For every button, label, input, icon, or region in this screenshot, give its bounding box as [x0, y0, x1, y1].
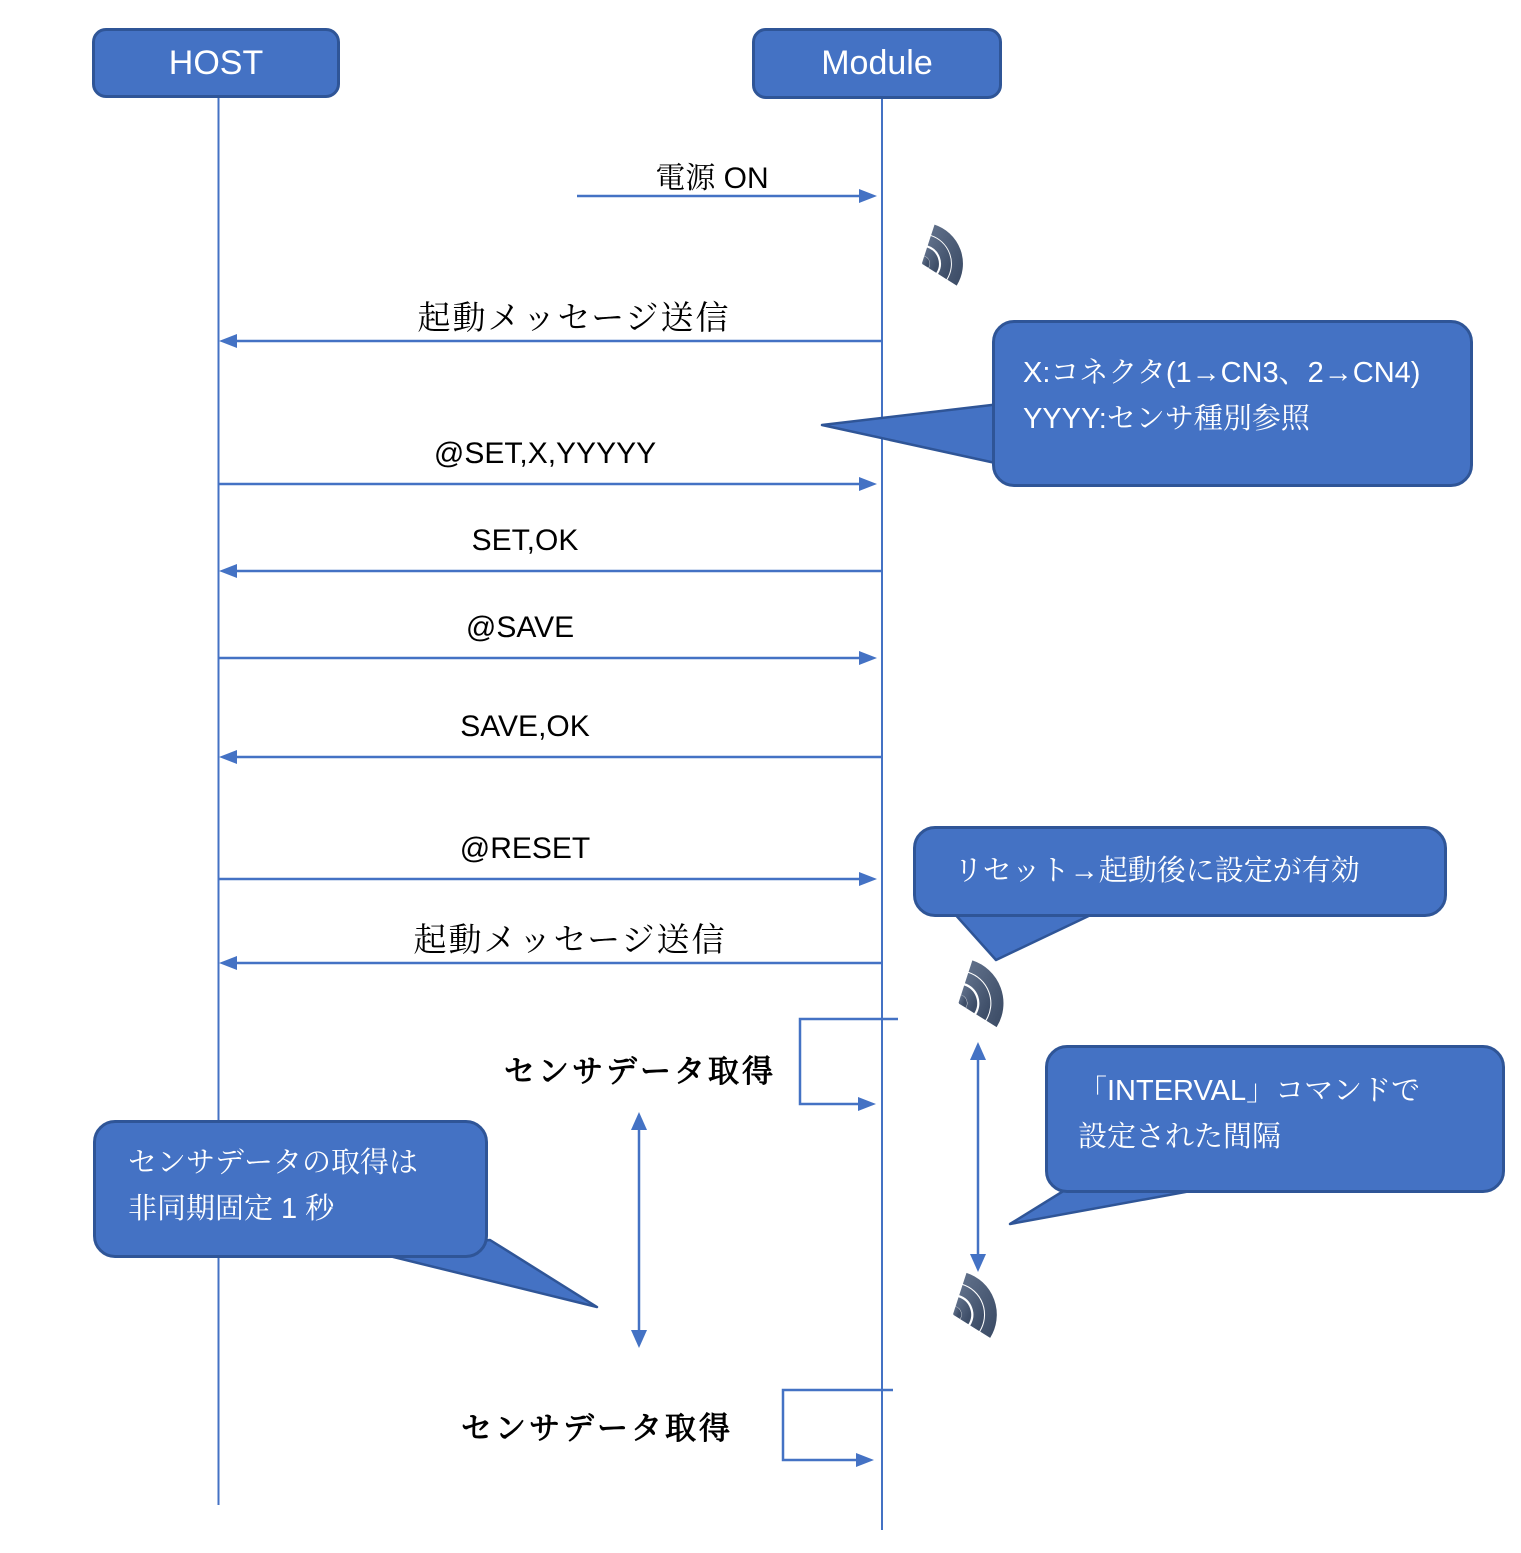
arrowhead-right-icon	[858, 1097, 876, 1111]
arrowhead-left-icon	[219, 750, 237, 764]
wireless-signal-icon	[923, 230, 957, 283]
arrowhead-right-icon	[859, 651, 877, 665]
arrowhead-down-icon	[970, 1254, 986, 1272]
self-loop-sensor-data-2	[783, 1390, 893, 1460]
self-message-label-sensor-2: センサデータ取得	[461, 1411, 733, 1446]
message-label-boot-1: 起動メッセージ送信	[417, 301, 731, 337]
message-label-power-on: 電源 ON	[655, 162, 769, 195]
callout-text: YYYY:センサ種別参照	[1023, 403, 1310, 436]
arrowhead-right-icon	[859, 872, 877, 886]
callout-text: センサデータの取得は	[128, 1147, 419, 1179]
arrowhead-left-icon	[219, 956, 237, 970]
actor-box-host	[92, 28, 340, 98]
wireless-signal-icon	[960, 966, 998, 1024]
self-loop-sensor-data-1	[800, 1019, 898, 1104]
self-message-label-sensor-1: センサデータ取得	[504, 1054, 776, 1089]
callout-tail	[953, 912, 1097, 960]
callout-tail	[822, 404, 1000, 464]
wireless-signal-icon	[954, 1278, 991, 1334]
arrowhead-down-icon	[631, 1330, 647, 1348]
callout-text: 「INTERVAL」コマンドで	[1078, 1075, 1421, 1107]
callout-text: 非同期固定 1 秒	[128, 1193, 335, 1226]
callout-interval-note	[1045, 1045, 1505, 1193]
message-label-reset: @RESET	[459, 832, 591, 865]
message-label-save-ok: SAVE,OK	[460, 710, 590, 743]
arrowhead-right-icon	[856, 1453, 874, 1467]
actor-box-module	[752, 28, 1002, 99]
message-label-save: @SAVE	[465, 611, 575, 644]
message-label-boot-2: 起動メッセージ送信	[413, 923, 727, 959]
arrowhead-left-icon	[219, 334, 237, 348]
callout-text: リセット→起動後に設定が有効	[954, 855, 1360, 888]
arrowhead-right-icon	[859, 189, 877, 203]
arrowhead-up-icon	[631, 1112, 647, 1130]
actor-label: HOST	[168, 43, 264, 82]
arrowhead-left-icon	[219, 564, 237, 578]
message-label-set: @SET,X,YYYYY	[433, 437, 657, 470]
callout-connector-note	[992, 320, 1473, 487]
actor-label: Module	[821, 44, 933, 82]
callout-text: X:コネクタ(1→CN3、2→CN4)	[1023, 357, 1421, 389]
callout-text: 設定された間隔	[1078, 1121, 1282, 1154]
message-label-set-ok: SET,OK	[471, 524, 579, 557]
arrowhead-up-icon	[970, 1042, 986, 1060]
callout-reset-note	[913, 826, 1447, 917]
callout-async-note	[93, 1120, 488, 1258]
arrowhead-right-icon	[859, 477, 877, 491]
